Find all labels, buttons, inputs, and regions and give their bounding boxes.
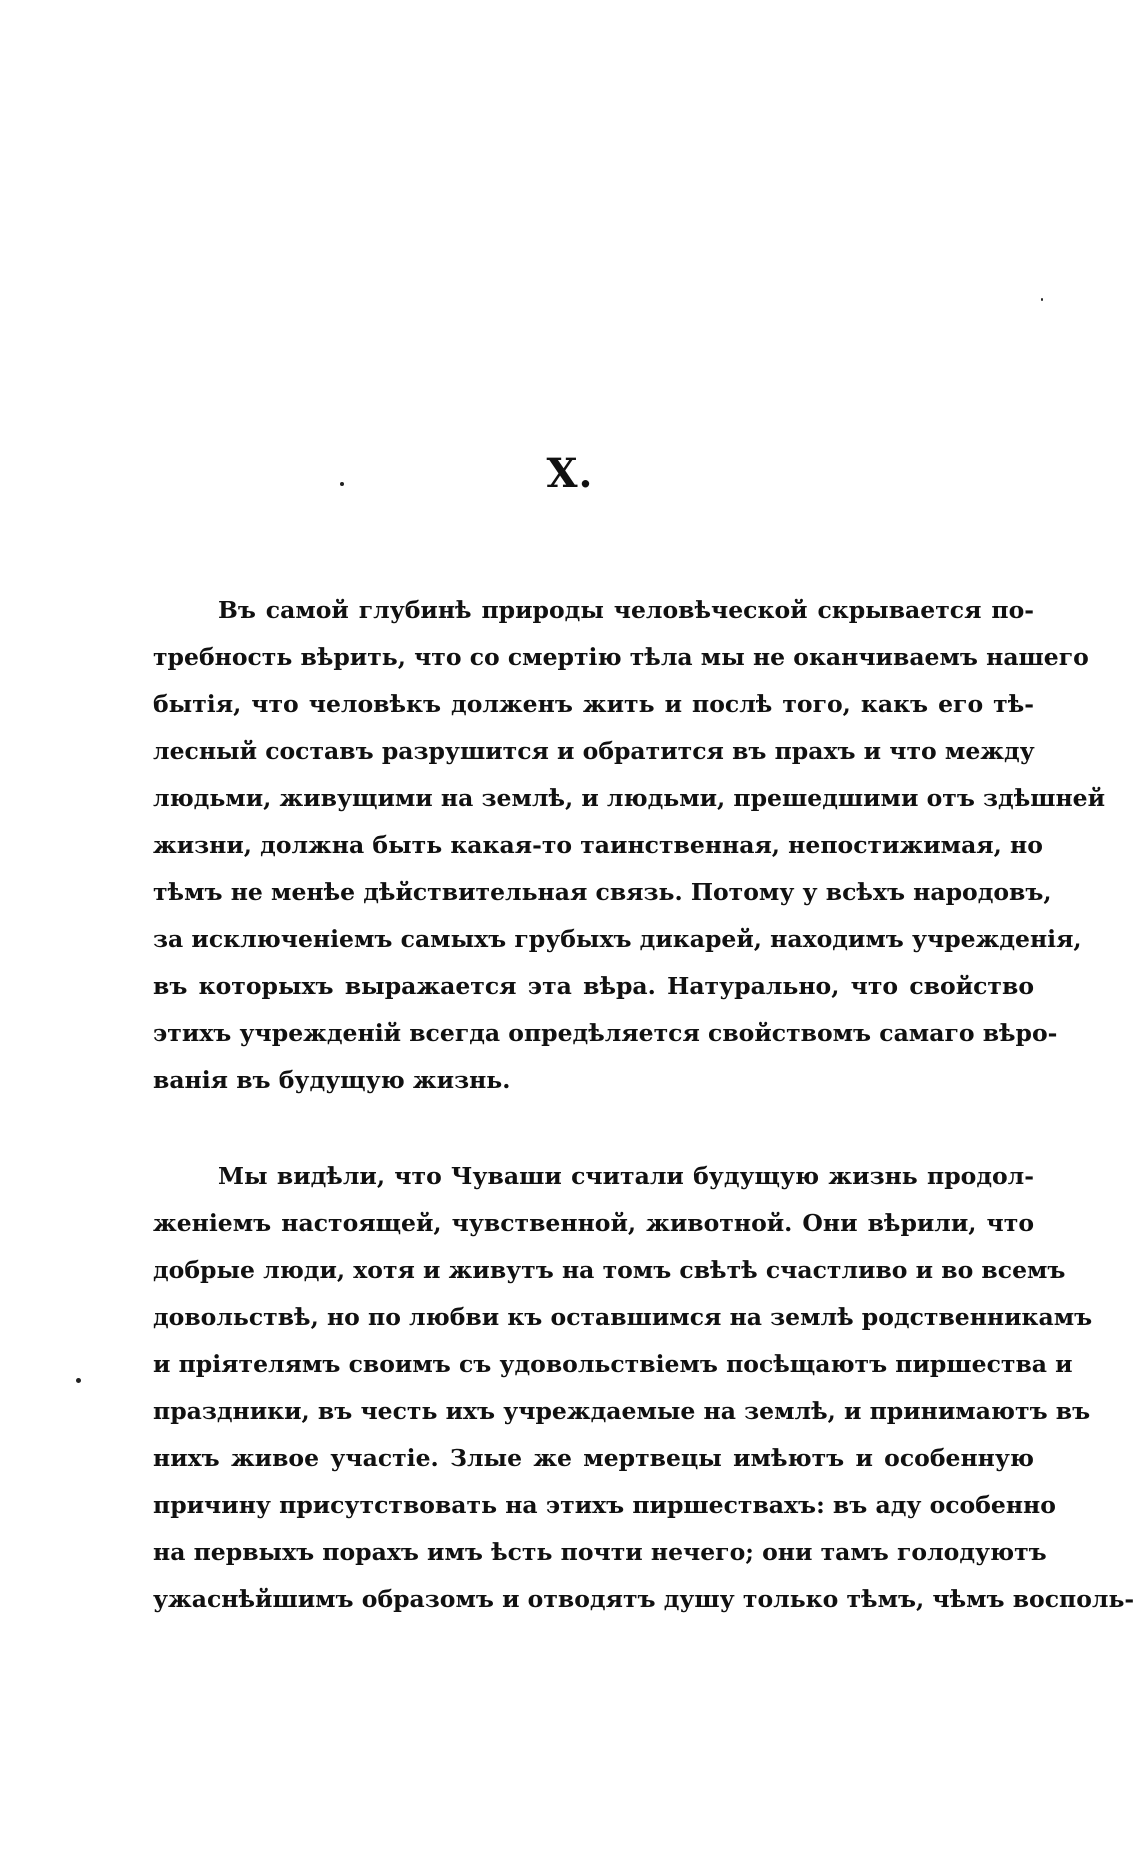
text-line: бытія, что человѣкъ долженъ жить и послѣ того, какъ его тѣ- <box>153 690 1034 718</box>
print-speck <box>1041 298 1043 301</box>
text-line: и пріятелямъ своимъ съ удовольствіемъ посѣщаютъ пиршества и <box>153 1350 1073 1378</box>
text-line: людьми, живущими на землѣ, и людьми, прешедшими отъ здѣшней <box>153 784 1106 812</box>
paragraph-1 <box>153 587 1106 1104</box>
text-line: на первыхъ порахъ имъ ѣсть почти нечего; они тамъ голодуютъ <box>153 1538 1047 1566</box>
print-speck <box>76 1378 81 1383</box>
text-line: этихъ учрежденій всегда опредѣляется свойствомъ самаго вѣро- <box>153 1019 1058 1047</box>
text-line: причину присутствовать на этихъ пиршествахъ: въ аду особенно <box>153 1491 1056 1519</box>
text-line: праздники, въ честь ихъ учреждаемые на землѣ, и принимаютъ въ <box>153 1397 1091 1425</box>
text-line: ванія въ будущую жизнь. <box>153 1066 511 1094</box>
text-line: Мы видѣли, что Чуваши считали будущую жизнь продол- <box>218 1162 1034 1190</box>
text-line: Въ самой глубинѣ природы человѣческой скрывается по- <box>218 596 1034 624</box>
text-line: за исключеніемъ самыхъ грубыхъ дикарей, находимъ учрежденія, <box>153 925 1082 953</box>
chapter-number: X. <box>546 450 594 497</box>
text-line: ужаснѣйшимъ образомъ и отводятъ душу только тѣмъ, чѣмъ восполь- <box>153 1585 1135 1613</box>
text-line: требность вѣрить, что со смертію тѣла мы не оканчиваемъ нашего <box>153 643 1089 671</box>
text-line: добрые люди, хотя и живутъ на томъ свѣтѣ счастливо и во всемъ <box>153 1256 1066 1284</box>
text-line: лесный составъ разрушится и обратится въ прахъ и что между <box>153 737 1035 765</box>
text-line: въ которыхъ выражается эта вѣра. Натурально, что свойство <box>153 972 1034 1000</box>
text-line: тѣмъ не менѣе дѣйствительная связь. Потому у всѣхъ народовъ, <box>153 878 1052 906</box>
text-line: жизни, должна быть какая-то таинственная, непостижимая, но <box>153 831 1043 859</box>
text-line: нихъ живое участіе. Злые же мертвецы имѣютъ и особенную <box>153 1444 1034 1472</box>
text-line: женіемъ настоящей, чувственной, животной. Они вѣрили, что <box>153 1209 1034 1237</box>
text-line: довольствѣ, но по любви къ оставшимся на землѣ родственникамъ <box>153 1303 1093 1331</box>
paragraph-2 <box>153 1153 1135 1623</box>
